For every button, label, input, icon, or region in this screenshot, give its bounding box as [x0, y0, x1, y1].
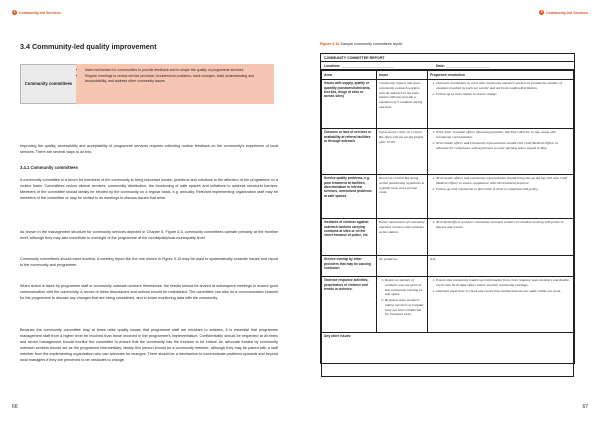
- figure-number: Figure 3.10: [320, 42, 340, 46]
- resolution-item: 2. Outreach supervisor to check and ensure that reimbursements are made within one week.: [436, 289, 571, 294]
- running-head: [12, 10, 61, 15]
- area-cell: Service quality problems, e.g. poor treatment at facilities, discrimination in referral services, unresolved problems at safe spaces: [322, 174, 377, 218]
- table-row: [322, 128, 574, 174]
- resolution-cell: [428, 174, 574, 218]
- resolution-item: 1. NGO field officer and four community outreach workers to schedule meeting with police to discuss and resolve.: [436, 220, 571, 229]
- resolution-item: 2. Follow up at train station to ensure change.: [436, 92, 571, 97]
- resolution-cell: N/A: [428, 255, 574, 276]
- figure-caption: [320, 42, 402, 46]
- figure-title: Sample community committees report: [340, 42, 403, 46]
- resolution-item: 1. NGO health officer and community representative should bring this up during visit with Chief Medical Officer to ensure compliance with STI treatment protocol.: [436, 176, 571, 185]
- chapter-badge: 3: [540, 10, 543, 14]
- table-row: [322, 79, 574, 128]
- issue-cell: Police harassment of community outreach workers with condoms at bus station.: [377, 218, 428, 255]
- key-point-bullet: • Regular meetings to review service provision, troubleshoot problems, track changes, build understanding and accountability, and address other community issues: [85, 74, 269, 83]
- page-number: 66: [12, 404, 18, 410]
- body-paragraph: When action is taken by programme staff or community outreach workers themselves, the results should be shared at subsequent meetings to ensure good communication with the community. A record of these discussions and actions should be maintained. The committee can also be a communication channel for the programme to discuss any changes that are being considered, and to share monitoring data with the community.: [20, 284, 278, 301]
- date-field: [436, 64, 490, 68]
- issue-cell: Community reports that some community outreach workers who do outreach in the train station still only provide a maximum of 5 condoms during outreach.: [377, 79, 428, 128]
- issue-item: 1. Report on number of incidents was not given at last community meeting at safe space.: [385, 278, 425, 297]
- resolution-cell: [428, 128, 574, 174]
- subheading: 3.4.1 Community committees: [20, 165, 78, 170]
- report-table: [321, 70, 574, 377]
- area-cell: Violence response activities, perpetrators of violence and trends in violence.: [322, 276, 377, 332]
- date-value: ____________________: [445, 63, 490, 68]
- resolution-item: 1. Ensure that community leaders get information from crisis response team members and double-check with NGO data officer before monthly community meetings.: [436, 278, 571, 287]
- section-title: 3.4 Community-led quality improvement: [20, 42, 157, 51]
- key-points-box: [20, 64, 274, 104]
- body-paragraph: Because the community committee may at times raise quality issues that programme staff are reluctant to address, it is essential that programme management staff from a higher level be involved than those involved in the programme's implementation. Confidentiality should be respected at all times and senior management should monitor the committee to ensure that the community has the freedom to be critical. An advocate trusted by community outreach workers should act as the programme intermediary; ideally this person should be a community member, although they may be paired with a staff member from the implementing organization who can advocate for changes. There should be a mechanism to communicate problems upwards and beyond local managers if they are perceived to be obstacles to change.: [20, 328, 278, 363]
- resolution-cell: [428, 218, 574, 255]
- committee-report-form: [320, 53, 575, 364]
- resolution-item: 1. Outreach coordinator to work with community outreach workers to provide the number of condoms required by each sex worker and not limit condom distribution.: [436, 81, 571, 90]
- resolution-cell: [428, 79, 574, 128]
- key-points-label: Community committees: [20, 64, 76, 104]
- location-field: [324, 64, 394, 68]
- resolution-item: 1. Write letter to health officer discussing problem. Ask NGO director to sign along with community representative.: [436, 130, 571, 139]
- running-head-text: Community-led Services: [546, 10, 588, 15]
- area-cell: Closures or lack of services or availability at referral facilities or through outreach: [322, 128, 377, 174]
- body-paragraph: A community committee is a forum for members of the community to bring important issues, problems and solutions to the attention of the programme on a routine basis. Committees review clinical services, commodity distribution, the functioning of safe spaces and initiatives to address structural barriers. Members of the committee should ideally be elected by the community on a regular basis, e.g. annually. Relevant implementing organization staff may be members of the committee or may be invited to its meetings to discuss issues that arise.: [20, 178, 278, 201]
- area-cell: Incidents of violence against outreach workers carrying condoms at sites or on the street because of police, etc.: [322, 218, 377, 255]
- table-row: [322, 218, 574, 255]
- issue-cell: Nurses at Central Rd. doing verbal questioning of patients in a public area, not a private room.: [377, 174, 428, 218]
- right-page: [300, 0, 600, 424]
- body-paragraph: As shown in the management structure for community services depicted in Chapter 6, Figure 6.3, community committees operate primarily at the frontline level, although they may also contribute to oversight of the programme at the municipality/sub-municipality level.: [20, 230, 278, 241]
- column-header: Proposed resolution: [428, 71, 574, 80]
- intro-paragraph: Improving the quality, accessibility and acceptability of programme services requires collecting routine feedback on the community's experience of local services. There are several ways to do this.: [20, 144, 278, 155]
- table-row: [322, 332, 574, 376]
- running-head-text: Community-led Services: [19, 10, 61, 15]
- area-cell: Issues with supply, quality or quantity (condoms/lubricants, test kits, drugs at sites or across sites): [322, 79, 377, 128]
- location-label: Location:: [324, 63, 341, 68]
- date-label: Date:: [435, 63, 445, 68]
- form-meta: [321, 62, 574, 70]
- table-row: [322, 276, 574, 332]
- area-cell: Service overlap by other providers that may be causing confusion: [322, 255, 377, 276]
- resolution-item: 2. NGO health officer and community representative should visit Chief Medical Officer to advocate for compliance with agreement on later opening hours signed in May.: [436, 141, 571, 150]
- key-point-bullet: • Main mechanism for communities to provide feedback and to shape the quality of programme services: [85, 68, 269, 73]
- issue-cell: Government Clinic on Central Rd. often will not accept people after 15:00.: [377, 128, 428, 174]
- table-header-row: [322, 71, 574, 80]
- issue-item: 2. Response team members taking survivors to hospital have not been reimbursed for transport costs.: [385, 298, 425, 317]
- table-row: [322, 174, 574, 218]
- issue-cell: [377, 276, 428, 332]
- issue-cell: No problems.: [377, 255, 428, 276]
- page-number: 67: [582, 404, 588, 410]
- key-points-body: [76, 64, 274, 104]
- running-head: [539, 10, 588, 15]
- chapter-badge: 3: [13, 10, 16, 14]
- column-header: Issue: [377, 71, 428, 80]
- resolution-item: 2. Follow up with community to determine if clinic is compliant with policy.: [436, 187, 571, 192]
- body-paragraph: Community committees should meet monthly. A meeting report like the one shown in Figure 3.10 may be used to systematically consider issues and report to the community and programme.: [20, 257, 278, 268]
- resolution-cell: [428, 276, 574, 332]
- location-value: ________________________: [341, 63, 394, 68]
- other-issues-cell: Any other issues:: [322, 332, 574, 376]
- column-header: Area: [322, 71, 377, 80]
- table-row: [322, 255, 574, 276]
- form-title: COMMUNITY COMMITTEE REPORT: [321, 54, 574, 62]
